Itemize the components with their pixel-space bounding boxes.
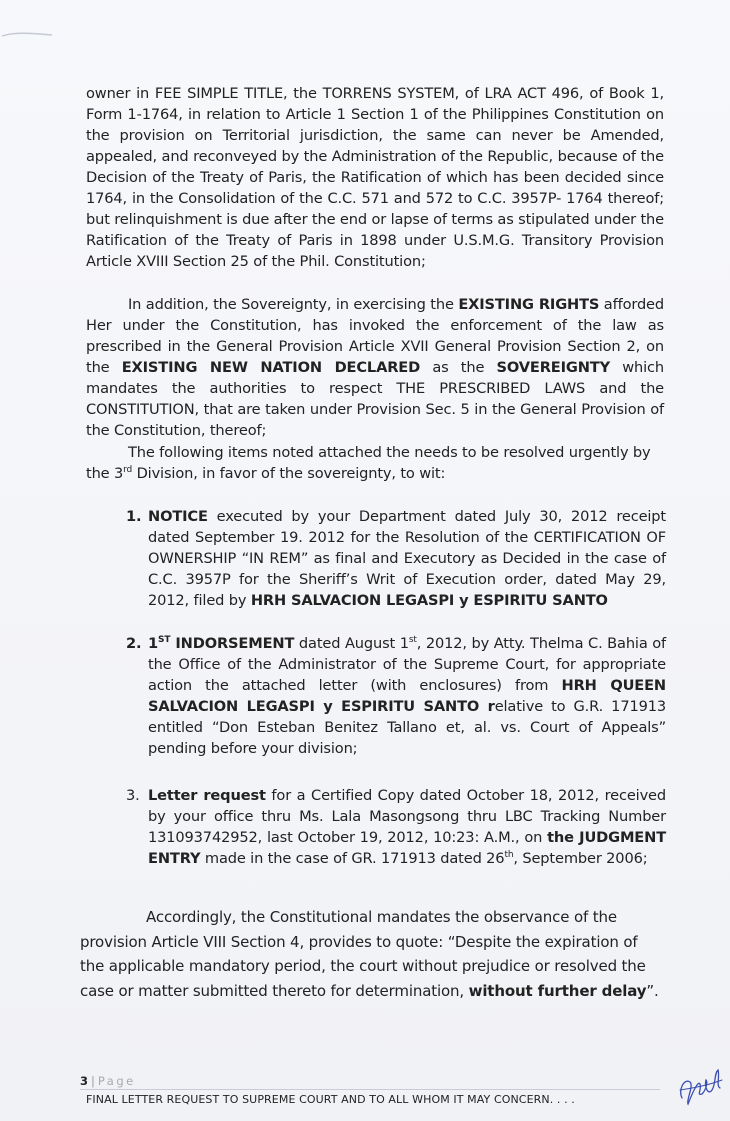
paragraph-existing-rights: In addition, the Sovereignty, in exercising the EXISTING RIGHTS afforded Her under the Constitution, has invoked the enforcement of the law as prescribed in the General Provision Article XVII General Provision Section 2, on the EXISTING NEW NATION DECLARED as the SOVEREIGNTY which mandates the authorities to respect THE PRESCRIBED LAWS and the CONSTITUTION, that are taken under Provision Sec. 5 in the General Provision of the Constitution, thereof; — [86, 296, 664, 439]
list-item-text: Letter request for a Certified Copy dated October 18, 2012, received by your office thru Ms. Lala Masongsong thru LBC Tracking Number 131093742952, last October 19, 2012, 10:23: A.M., on the JUDGMENT ENTRY made in the case of GR. 171913 dated 26th, September 2006; — [148, 787, 666, 867]
paragraph-constitutional-mandate: Accordingly, the Constitutional mandates the observance of the provision Article VIII Section 4, provides to quote: “Despite the expiration of the applicable mandatory period, the court without prejudice or resolved the case or matter submitted thereto for determination, without further delay”. — [80, 908, 659, 1000]
list-item-letter-request — [126, 785, 666, 869]
footer-title: FINAL LETTER REQUEST TO SUPREME COURT AND TO ALL WHOM IT MAY CONCERN. . . . — [86, 1093, 575, 1106]
page-number: 3 | Page — [80, 1074, 136, 1088]
paragraph-title-basis: owner in FEE SIMPLE TITLE, the TORRENS SYSTEM, of LRA ACT 496, of Book 1, Form 1-1764, in relation to Article 1 Section 1 of the Philippines Constitution on the provision on Territorial jurisdiction, the same can never be Amended, appealed, and reconveyed by the Administration of the Republic, because of the Decision of the Treaty of Paris, the Ratification of which has been decided since 1764, in the Consolidation of the C.C. 571 and 572 to C.C. 3957P- 1764 thereof; but relinquishment is due after the end or lapse of terms as stipulated under the Ratification of the Treaty of Paris in 1898 under U.S.M.G. Transitory Provision Article XVIII Section 25 of the Phil. Constitution; — [86, 85, 664, 270]
scan-smudge-icon — [0, 24, 60, 44]
footer-divider — [80, 1089, 660, 1090]
paragraph-items-intro: The following items noted attached the needs to be resolved urgently by the 3rd Division, in favor of the sovereignty, to wit: — [86, 444, 651, 482]
list-item-number: 1. — [126, 508, 142, 525]
list-item-text: 1ST INDORSEMENT dated August 1st, 2012, by Atty. Thelma C. Bahia of the Office of the Administrator of the Supreme Court, for appropriate action the attached letter (with enclosures) from HRH QUEEN SALVACION LEGASPI y ESPIRITU SANTO relative to G.R. 171913 entitled “Don Esteban Benitez Tallano et, al. vs. Court of Appeals” pending before your division; — [148, 635, 666, 757]
list-item-number: 2. — [126, 635, 142, 652]
list-item-notice — [126, 506, 666, 611]
list-item-indorsement — [126, 633, 666, 759]
handwritten-signature-icon — [672, 1060, 728, 1110]
list-item-text: NOTICE executed by your Department dated July 30, 2012 receipt dated September 19. 2012 for the Resolution of the CERTIFICATION OF OWNERSHIP “IN REM” as final and Executory as Decided in the case of C.C. 3957P for the Sheriff’s Writ of Execution order, dated May 29, 2012, filed by HRH SALVACION LEGASPI y ESPIRITU SANTO — [148, 508, 666, 609]
list-item-number: 3. — [126, 787, 140, 804]
